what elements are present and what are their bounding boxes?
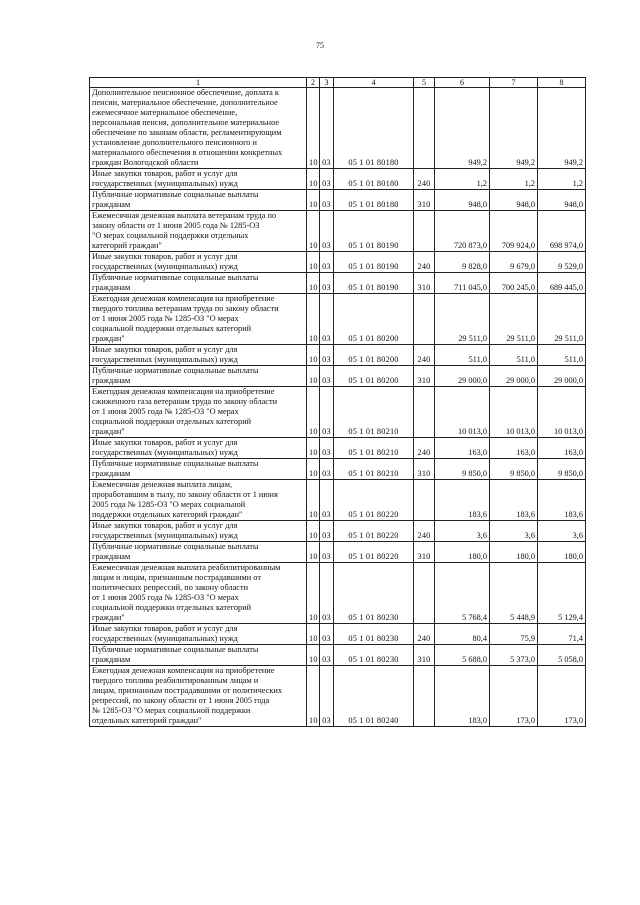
budget-table <box>89 77 586 727</box>
subsection-code-cell: 03 <box>320 480 334 521</box>
expense-type-cell: 310 <box>414 366 435 387</box>
amount-year-3-cell: 1,2 <box>538 169 586 190</box>
row-name-cell: Публичные нормативные социальные выплаты гражданам <box>90 366 307 387</box>
amount-year-2-cell: 183,6 <box>490 480 538 521</box>
expense-type-cell <box>414 387 435 438</box>
expense-type-cell: 310 <box>414 190 435 211</box>
row-name-cell: Ежегодная денежная компенсация на приобретение твердого топлива ветеранам труда по закону области от 1 июня 2005 года № 1285-ОЗ "О мерах социальной поддержки отдельных категорий граждан" <box>90 294 307 345</box>
table-row <box>90 211 586 252</box>
section-code-cell: 10 <box>307 521 320 542</box>
expense-type-cell: 310 <box>414 645 435 666</box>
section-code-cell: 10 <box>307 294 320 345</box>
header-cell: 8 <box>538 78 586 88</box>
amount-year-3-cell: 173,0 <box>538 666 586 727</box>
table-row <box>90 521 586 542</box>
amount-year-3-cell: 9 850,0 <box>538 459 586 480</box>
table-row <box>90 542 586 563</box>
subsection-code-cell: 03 <box>320 252 334 273</box>
amount-year-3-cell: 9 529,0 <box>538 252 586 273</box>
target-article-cell: 05 1 01 80220 <box>334 480 414 521</box>
target-article-cell: 05 1 01 80230 <box>334 624 414 645</box>
amount-year-2-cell: 700 245,0 <box>490 273 538 294</box>
target-article-cell: 05 1 01 80200 <box>334 345 414 366</box>
row-name-cell: Публичные нормативные социальные выплаты гражданам <box>90 542 307 563</box>
subsection-code-cell: 03 <box>320 387 334 438</box>
amount-year-1-cell: 80,4 <box>435 624 490 645</box>
table-row <box>90 273 586 294</box>
subsection-code-cell: 03 <box>320 211 334 252</box>
expense-type-cell <box>414 563 435 624</box>
header-cell: 4 <box>334 78 414 88</box>
table-row <box>90 345 586 366</box>
target-article-cell: 05 1 01 80180 <box>334 169 414 190</box>
target-article-cell: 05 1 01 80180 <box>334 190 414 211</box>
target-article-cell: 05 1 01 80230 <box>334 563 414 624</box>
section-code-cell: 10 <box>307 366 320 387</box>
table-row <box>90 252 586 273</box>
row-name-cell: Ежемесячная денежная выплата лицам, проработавшим в тылу, по закону области от 1 июня 2005 года № 1285-ОЗ "О мерах социальной поддержки отдельных категорий граждан" <box>90 480 307 521</box>
amount-year-1-cell: 180,0 <box>435 542 490 563</box>
amount-year-1-cell: 183,0 <box>435 666 490 727</box>
amount-year-3-cell: 698 974,0 <box>538 211 586 252</box>
target-article-cell: 05 1 01 80230 <box>334 645 414 666</box>
target-article-cell: 05 1 01 80180 <box>334 88 414 169</box>
amount-year-1-cell: 29 511,0 <box>435 294 490 345</box>
subsection-code-cell: 03 <box>320 666 334 727</box>
subsection-code-cell: 03 <box>320 563 334 624</box>
amount-year-1-cell: 1,2 <box>435 169 490 190</box>
section-code-cell: 10 <box>307 190 320 211</box>
subsection-code-cell: 03 <box>320 542 334 563</box>
amount-year-2-cell: 3,6 <box>490 521 538 542</box>
table-row <box>90 666 586 727</box>
subsection-code-cell: 03 <box>320 459 334 480</box>
target-article-cell: 05 1 01 80190 <box>334 211 414 252</box>
header-cell: 6 <box>435 78 490 88</box>
row-name-cell: Ежегодная денежная компенсация на приобретение твердого топлива реабилитированным лицам и лицам, признанным пострадавшими от политических репрессий, по закону области от 1 июня 2005 года № 1285-ОЗ "О мерах социальной поддержки отдельных категорий граждан" <box>90 666 307 727</box>
amount-year-2-cell: 9 850,0 <box>490 459 538 480</box>
subsection-code-cell: 03 <box>320 521 334 542</box>
table-row <box>90 294 586 345</box>
expense-type-cell: 240 <box>414 345 435 366</box>
expense-type-cell: 240 <box>414 438 435 459</box>
amount-year-3-cell: 29 000,0 <box>538 366 586 387</box>
row-name-cell: Публичные нормативные социальные выплаты гражданам <box>90 459 307 480</box>
table-row <box>90 624 586 645</box>
section-code-cell: 10 <box>307 345 320 366</box>
amount-year-3-cell: 948,0 <box>538 190 586 211</box>
table-row <box>90 563 586 624</box>
section-code-cell: 10 <box>307 273 320 294</box>
amount-year-2-cell: 29 511,0 <box>490 294 538 345</box>
section-code-cell: 10 <box>307 459 320 480</box>
row-name-cell: Иные закупки товаров, работ и услуг для государственных (муниципальных) нужд <box>90 169 307 190</box>
section-code-cell: 10 <box>307 252 320 273</box>
subsection-code-cell: 03 <box>320 645 334 666</box>
table-row <box>90 438 586 459</box>
section-code-cell: 10 <box>307 480 320 521</box>
amount-year-1-cell: 9 828,0 <box>435 252 490 273</box>
page-number: 75 <box>316 41 324 50</box>
row-name-cell: Ежемесячная денежная выплата ветеранам труда по закону области от 1 июня 2005 года № 1285-ОЗ "О мерах социальной поддержки отдельных категорий граждан" <box>90 211 307 252</box>
amount-year-3-cell: 5 129,4 <box>538 563 586 624</box>
table-row <box>90 190 586 211</box>
header-cell: 5 <box>414 78 435 88</box>
target-article-cell: 05 1 01 80200 <box>334 366 414 387</box>
section-code-cell: 10 <box>307 645 320 666</box>
header-cell: 1 <box>90 78 307 88</box>
subsection-code-cell: 03 <box>320 366 334 387</box>
section-code-cell: 10 <box>307 563 320 624</box>
target-article-cell: 05 1 01 80210 <box>334 438 414 459</box>
header-cell: 2 <box>307 78 320 88</box>
row-name-cell: Иные закупки товаров, работ и услуг для государственных (муниципальных) нужд <box>90 345 307 366</box>
amount-year-2-cell: 948,0 <box>490 190 538 211</box>
row-name-cell: Иные закупки товаров, работ и услуг для государственных (муниципальных) нужд <box>90 252 307 273</box>
row-name-cell: Иные закупки товаров, работ и услуг для государственных (муниципальных) нужд <box>90 438 307 459</box>
amount-year-3-cell: 29 511,0 <box>538 294 586 345</box>
row-name-cell: Публичные нормативные социальные выплаты гражданам <box>90 190 307 211</box>
section-code-cell: 10 <box>307 211 320 252</box>
table-row <box>90 387 586 438</box>
table-row <box>90 480 586 521</box>
amount-year-1-cell: 511,0 <box>435 345 490 366</box>
amount-year-2-cell: 5 448,9 <box>490 563 538 624</box>
expense-type-cell: 310 <box>414 459 435 480</box>
amount-year-1-cell: 163,0 <box>435 438 490 459</box>
header-cell: 3 <box>320 78 334 88</box>
amount-year-3-cell: 163,0 <box>538 438 586 459</box>
subsection-code-cell: 03 <box>320 345 334 366</box>
amount-year-1-cell: 10 013,0 <box>435 387 490 438</box>
target-article-cell: 05 1 01 80210 <box>334 387 414 438</box>
row-name-cell: Ежегодная денежная компенсация на приобретение сжиженного газа ветеранам труда по закону области от 1 июня 2005 года № 1285-ОЗ "О мерах социальной поддержки отдельных категорий граждан" <box>90 387 307 438</box>
table-row <box>90 366 586 387</box>
target-article-cell: 05 1 01 80210 <box>334 459 414 480</box>
table-row <box>90 169 586 190</box>
amount-year-3-cell: 71,4 <box>538 624 586 645</box>
section-code-cell: 10 <box>307 169 320 190</box>
expense-type-cell <box>414 480 435 521</box>
subsection-code-cell: 03 <box>320 294 334 345</box>
subsection-code-cell: 03 <box>320 438 334 459</box>
amount-year-2-cell: 29 000,0 <box>490 366 538 387</box>
amount-year-1-cell: 948,0 <box>435 190 490 211</box>
table-header-row <box>90 78 586 88</box>
subsection-code-cell: 03 <box>320 273 334 294</box>
amount-year-1-cell: 5 768,4 <box>435 563 490 624</box>
amount-year-3-cell: 180,0 <box>538 542 586 563</box>
amount-year-2-cell: 511,0 <box>490 345 538 366</box>
target-article-cell: 05 1 01 80190 <box>334 252 414 273</box>
amount-year-1-cell: 720 873,0 <box>435 211 490 252</box>
section-code-cell: 10 <box>307 542 320 563</box>
expense-type-cell <box>414 666 435 727</box>
subsection-code-cell: 03 <box>320 190 334 211</box>
amount-year-2-cell: 9 679,0 <box>490 252 538 273</box>
amount-year-2-cell: 75,9 <box>490 624 538 645</box>
amount-year-2-cell: 709 924,0 <box>490 211 538 252</box>
amount-year-1-cell: 3,6 <box>435 521 490 542</box>
target-article-cell: 05 1 01 80220 <box>334 521 414 542</box>
section-code-cell: 10 <box>307 624 320 645</box>
amount-year-2-cell: 180,0 <box>490 542 538 563</box>
expense-type-cell: 240 <box>414 624 435 645</box>
expense-type-cell: 310 <box>414 542 435 563</box>
subsection-code-cell: 03 <box>320 169 334 190</box>
row-name-cell: Публичные нормативные социальные выплаты гражданам <box>90 645 307 666</box>
subsection-code-cell: 03 <box>320 624 334 645</box>
expense-type-cell <box>414 211 435 252</box>
amount-year-1-cell: 5 688,0 <box>435 645 490 666</box>
amount-year-1-cell: 9 850,0 <box>435 459 490 480</box>
amount-year-3-cell: 10 013,0 <box>538 387 586 438</box>
target-article-cell: 05 1 01 80190 <box>334 273 414 294</box>
row-name-cell: Дополнительное пенсионное обеспечение, доплата к пенсии, материальное обеспечение, дополнительное ежемесячное материальное обеспечение, персональная пенсия, дополнительное материальное обеспечение по законам области, регламентирующим установление дополнительного пенсионного и материального обеспечения в отношении конкретных граждан Вологодской области <box>90 88 307 169</box>
amount-year-3-cell: 3,6 <box>538 521 586 542</box>
target-article-cell: 05 1 01 80240 <box>334 666 414 727</box>
section-code-cell: 10 <box>307 88 320 169</box>
section-code-cell: 10 <box>307 387 320 438</box>
row-name-cell: Ежемесячная денежная выплата реабилитированным лицам и лицам, признанным пострадавшими от политических репрессий, по закону области от 1 июня 2005 года № 1285-ОЗ "О мерах социальной поддержки отдельных категорий граждан" <box>90 563 307 624</box>
amount-year-3-cell: 511,0 <box>538 345 586 366</box>
amount-year-2-cell: 5 373,0 <box>490 645 538 666</box>
subsection-code-cell: 03 <box>320 88 334 169</box>
amount-year-2-cell: 949,2 <box>490 88 538 169</box>
section-code-cell: 10 <box>307 438 320 459</box>
expense-type-cell <box>414 294 435 345</box>
table-row <box>90 88 586 169</box>
table-row <box>90 459 586 480</box>
amount-year-1-cell: 949,2 <box>435 88 490 169</box>
header-cell: 7 <box>490 78 538 88</box>
amount-year-3-cell: 5 058,0 <box>538 645 586 666</box>
amount-year-1-cell: 29 000,0 <box>435 366 490 387</box>
row-name-cell: Публичные нормативные социальные выплаты гражданам <box>90 273 307 294</box>
amount-year-3-cell: 949,2 <box>538 88 586 169</box>
amount-year-1-cell: 711 045,0 <box>435 273 490 294</box>
table-row <box>90 645 586 666</box>
amount-year-3-cell: 689 445,0 <box>538 273 586 294</box>
target-article-cell: 05 1 01 80200 <box>334 294 414 345</box>
expense-type-cell: 240 <box>414 252 435 273</box>
section-code-cell: 10 <box>307 666 320 727</box>
target-article-cell: 05 1 01 80220 <box>334 542 414 563</box>
amount-year-2-cell: 173,0 <box>490 666 538 727</box>
expense-type-cell: 310 <box>414 273 435 294</box>
expense-type-cell: 240 <box>414 169 435 190</box>
budget-table-body <box>90 78 586 727</box>
amount-year-2-cell: 1,2 <box>490 169 538 190</box>
expense-type-cell <box>414 88 435 169</box>
row-name-cell: Иные закупки товаров, работ и услуг для государственных (муниципальных) нужд <box>90 624 307 645</box>
amount-year-2-cell: 163,0 <box>490 438 538 459</box>
amount-year-1-cell: 183,6 <box>435 480 490 521</box>
amount-year-3-cell: 183,6 <box>538 480 586 521</box>
row-name-cell: Иные закупки товаров, работ и услуг для государственных (муниципальных) нужд <box>90 521 307 542</box>
amount-year-2-cell: 10 013,0 <box>490 387 538 438</box>
expense-type-cell: 240 <box>414 521 435 542</box>
